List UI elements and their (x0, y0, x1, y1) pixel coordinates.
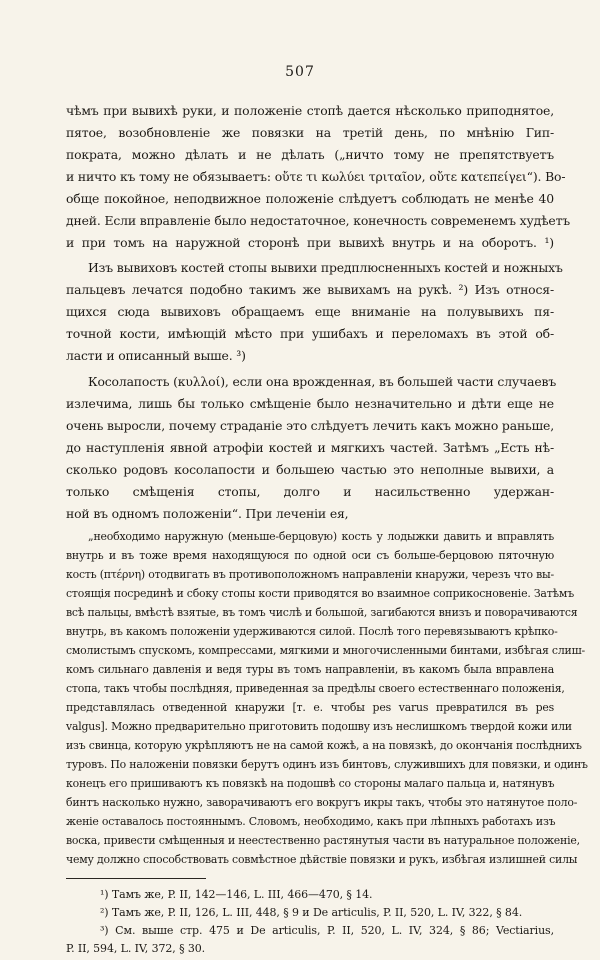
main-line: щихся сюда вывиховъ обращаемъ еще вниманіе на полувывихъ пя- (66, 304, 554, 319)
main-line: и ничто къ тому не обязываетъ: οὔτε τι κωλύει τριταῖον, οὔτε κατεπείγει“). Во- (66, 169, 566, 184)
main-line: пальцевъ лечатся подобно такимъ же вывихамъ на рукѣ. ²) Изъ относя- (66, 282, 554, 297)
main-line: точной кости, имѣющій мѣсто при ушибахъ и переломахъ въ этой об- (66, 326, 554, 341)
quote-line: всѣ пальцы, вмѣстѣ взятые, въ томъ числѣ и большой, загибаются внизъ и поворачиваются (66, 606, 578, 619)
footnote: ²) Тамъ же, P. II, 126, L. III, 448, § 9 и De articulis, P. II, 520, L. IV, 322, § 84. (100, 906, 523, 919)
main-line: и при томъ на наружной сторонѣ при вывихѣ внутрь и на оборотъ. ¹) (66, 235, 554, 250)
quote-line: стопа, такъ чтобы послѣдняя, приведенная за предѣлы своего естественнаго положенія, (66, 682, 565, 695)
quote-line: женіе оставалось постояннымъ. Словомъ, необходимо, какъ при лѣпныхъ работахъ изъ (66, 815, 556, 828)
main-line: пократа, можно дѣлать и не дѣлать („ничто тому не препятствуетъ (66, 147, 554, 162)
footnote: P. II, 594, L. IV, 372, § 30. (66, 942, 206, 955)
quote-line: представлялась отведенной кнаружи [т. е. чтобы pes varus превратился въ pes (66, 701, 554, 714)
quote-line: бинтъ насколько нужно, заворачиваютъ его вокругъ икры такъ, чтобы это натянутое поло- (66, 796, 578, 809)
main-line: ласти и описанный выше. ³) (66, 348, 246, 363)
quote-line: воска, привести смѣщенныя и неестественно растянутыя части въ натуральное положеніе, (66, 834, 580, 847)
main-line: чѣмъ при вывихѣ руки, и положеніе стопѣ дается нѣсколько приподнятое, (66, 103, 554, 118)
page-number: 507 (285, 64, 315, 80)
main-line: сколько родовъ косолапости и большею частью это неполные вывихи, а (66, 462, 554, 477)
quote-line: смолистымъ спускомъ, компрессами, мягкими и многочисленными бинтами, избѣгая слиш- (66, 644, 586, 657)
main-line: Изъ вывиховъ костей стопы вывихи предплюсненныхъ костей и ножныхъ (88, 260, 563, 275)
quote-line: туровъ. По наложеніи повязки берутъ одинъ изъ бинтовъ, служившихъ для повязки, и одинъ (66, 758, 588, 771)
quote-line: стоящія посрединѣ и сбоку стопы кости приводятся во взаимное соприкосновеніе. Затѣмъ (66, 587, 574, 600)
main-line: очень выросли, почему страданіе это слѣдуетъ лечить какъ можно раньше, (66, 418, 554, 433)
quote-line: кость (πτέρνη) отодвигать въ противоположномъ направленіи кнаружи, черезъ что вы- (66, 568, 554, 581)
main-line: пятое, возобновленіе же повязки на третій день, по мнѣнію Гип- (66, 125, 554, 140)
footnote: ³) См. выше стр. 475 и De articulis, P. II, 520, L. IV, 324, § 86; Vectiarius, (100, 924, 554, 937)
main-line: до наступленія явной атрофіи костей и мягкихъ частей. Затѣмъ „Есть нѣ- (66, 440, 554, 455)
quote-line: внутрь, въ какомъ положеніи удерживаются силой. Послѣ того перевязываютъ крѣпко- (66, 625, 558, 638)
main-line: только смѣщенія стопы, долго и насильственно удержан- (66, 484, 554, 499)
quote-line: чему должно способствовать совмѣстное дѣйствіе повязки и рукъ, избѣгая излишней силы (66, 853, 578, 866)
quote-line: внутрь и въ тоже время находящуюся по одной оси съ больше-берцовою пяточную (66, 549, 554, 562)
main-line: излечима, лишь бы только смѣщеніе было незначительно и дѣти еще не (66, 396, 554, 411)
quote-line: „необходимо наружную (меньше-берцовую) кость у лодыжки давить и вправлять (88, 530, 554, 543)
footnote-separator (66, 878, 206, 879)
quote-line: valgus]. Можно предварительно приготовить подошву изъ неслишкомъ твердой кожи или (66, 720, 572, 733)
quote-line: комъ сильнаго давленія и ведя туры въ томъ направленіи, въ какомъ была вправлена (66, 663, 554, 676)
quote-line: изъ свинца, которую укрѣпляютъ не на самой кожѣ, а на повязкѣ, до окончанія послѣднихъ (66, 739, 582, 752)
main-line: обще покойное, неподвижное положеніе слѣдуетъ соблюдать не менѣе 40 (66, 191, 554, 206)
main-line: дней. Если вправленіе было недостаточное, конечность современемъ худѣетъ (66, 213, 571, 228)
footnote: ¹) Тамъ же, P. II, 142—146, L. III, 466—470, § 14. (100, 888, 373, 901)
main-line: Косолапость (κυλλοί), если она врожденная, въ большей части случаевъ (88, 374, 557, 389)
main-line: ной въ одномъ положеніи“. При леченіи ея, (66, 506, 349, 521)
quote-line: конецъ его пришиваютъ къ повязкѣ на подошвѣ со стороны малаго пальца и, натянувъ (66, 777, 555, 790)
